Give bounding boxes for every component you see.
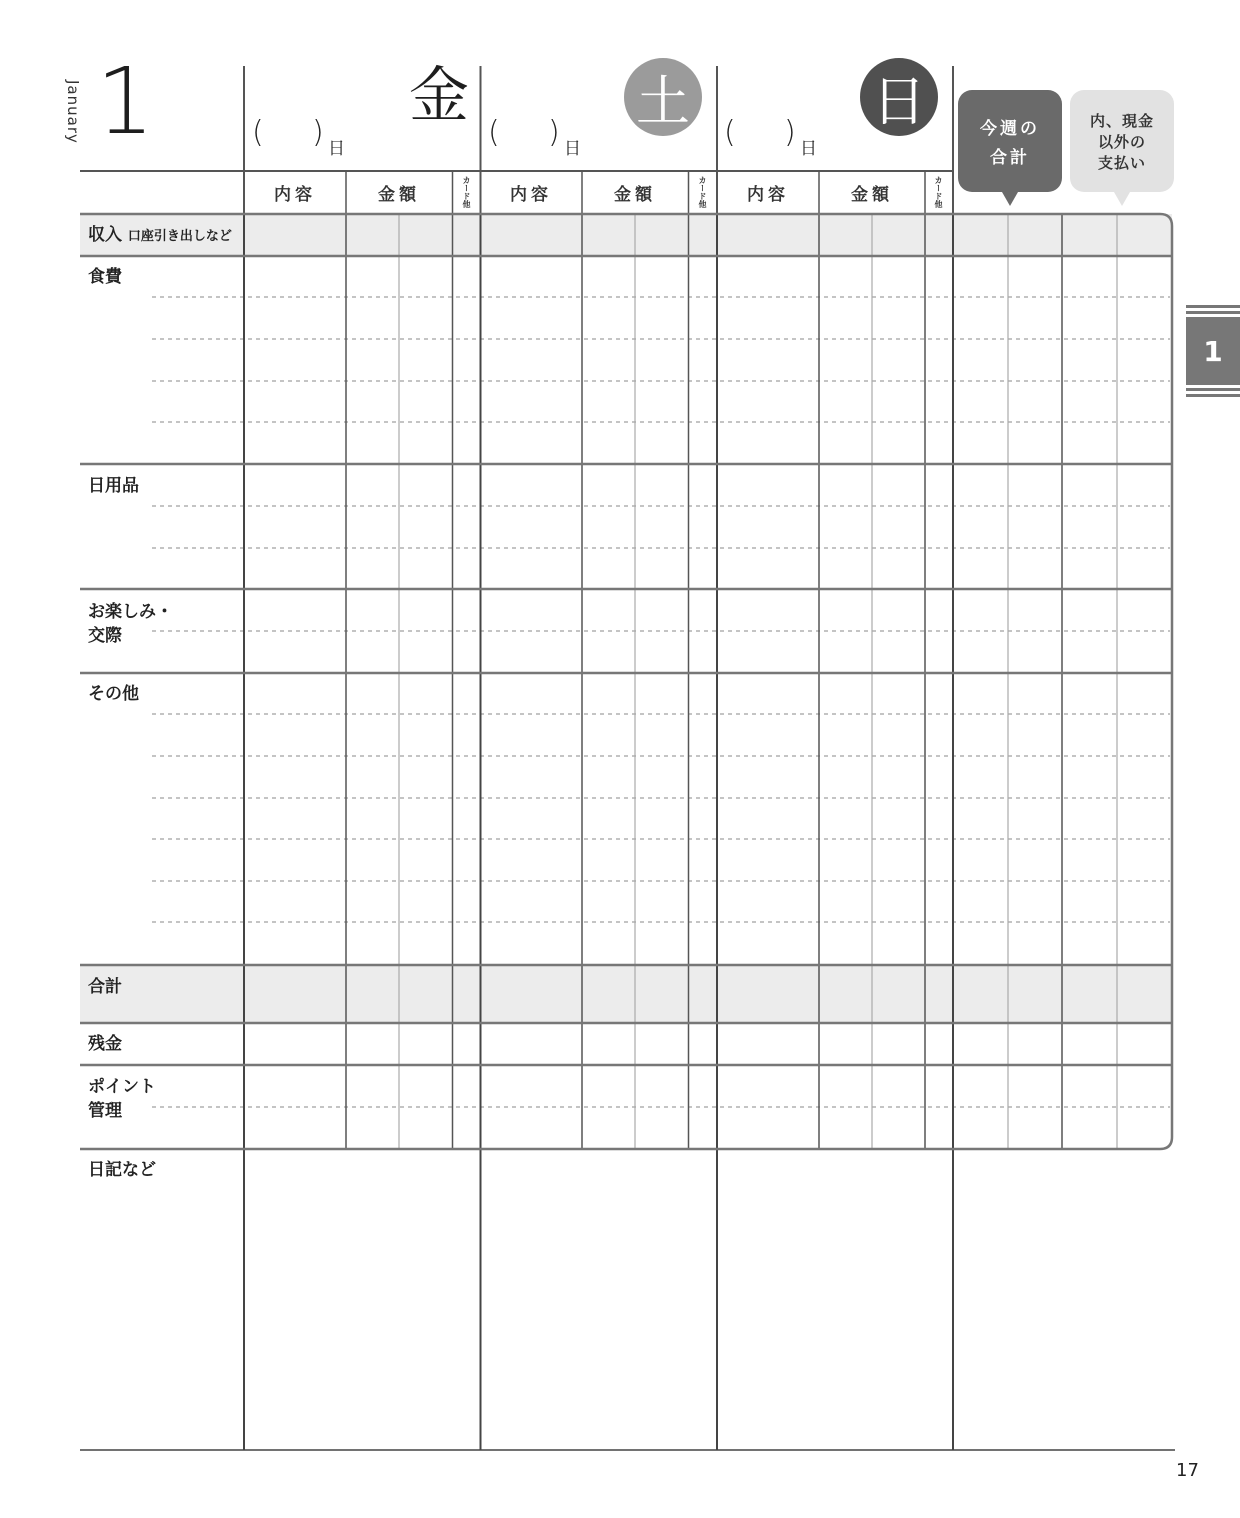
diary-label: 日記など xyxy=(88,1160,156,1180)
income-label-sub: 口座引き出しなど xyxy=(127,229,232,244)
food-label: 食費 xyxy=(88,267,122,287)
day3-day-char: 日 xyxy=(800,139,817,159)
day3-content-header: 内容 xyxy=(747,184,789,205)
non-cash-line1: 内、現金 xyxy=(1089,111,1154,130)
day3-card-header: カード他 xyxy=(934,176,943,208)
day2-card-header: カード他 xyxy=(698,176,707,208)
day2-weekday: 土 xyxy=(636,69,690,133)
weekly-total-line2: 合計 xyxy=(990,148,1030,168)
income-label xyxy=(88,223,232,249)
month-name: January xyxy=(64,80,82,144)
balance-label: 残金 xyxy=(88,1034,122,1054)
day1-card-header: カード他 xyxy=(462,176,471,208)
points-label-line1: ポイント xyxy=(88,1077,156,1097)
non-cash-line3: 支払い xyxy=(1097,153,1146,172)
side-tab-label: 1 xyxy=(1203,334,1223,368)
income-label-main: 収入 xyxy=(88,225,122,245)
total-label: 合計 xyxy=(88,977,122,997)
day2-day-char: 日 xyxy=(564,139,581,159)
day1-weekday: 金 xyxy=(409,61,469,131)
day-dividers xyxy=(244,214,953,1450)
other-label: その他 xyxy=(88,684,139,704)
day2-content-header: 内容 xyxy=(510,184,552,205)
page-number: 17 xyxy=(1176,1460,1199,1481)
day3-amount-header: 金額 xyxy=(851,184,893,205)
weekly-total-line1: 今週の xyxy=(980,119,1040,139)
entertainment-label xyxy=(88,600,173,648)
day2-open-paren: ( xyxy=(488,115,500,150)
entertainment-label-line2: 交際 xyxy=(88,626,122,646)
day1-content-header: 内容 xyxy=(274,184,316,205)
daily-goods-label: 日用品 xyxy=(88,476,139,496)
day3-weekday: 日 xyxy=(872,69,926,133)
points-label-line2: 管理 xyxy=(88,1101,122,1121)
day1-close-paren: ) xyxy=(312,115,324,150)
points-label xyxy=(88,1075,156,1123)
day3-open-paren: ( xyxy=(724,115,736,150)
day1-open-paren: ( xyxy=(252,115,264,150)
day2-amount-header: 金額 xyxy=(614,184,656,205)
non-cash-line2: 以外の xyxy=(1097,132,1146,151)
day3-close-paren: ) xyxy=(784,115,796,150)
entertainment-label-line1: お楽しみ・ xyxy=(88,602,173,622)
day1-amount-header: 金額 xyxy=(378,184,420,205)
day1-day-char: 日 xyxy=(328,139,345,159)
day2-close-paren: ) xyxy=(548,115,560,150)
month-number: 1 xyxy=(96,48,155,155)
